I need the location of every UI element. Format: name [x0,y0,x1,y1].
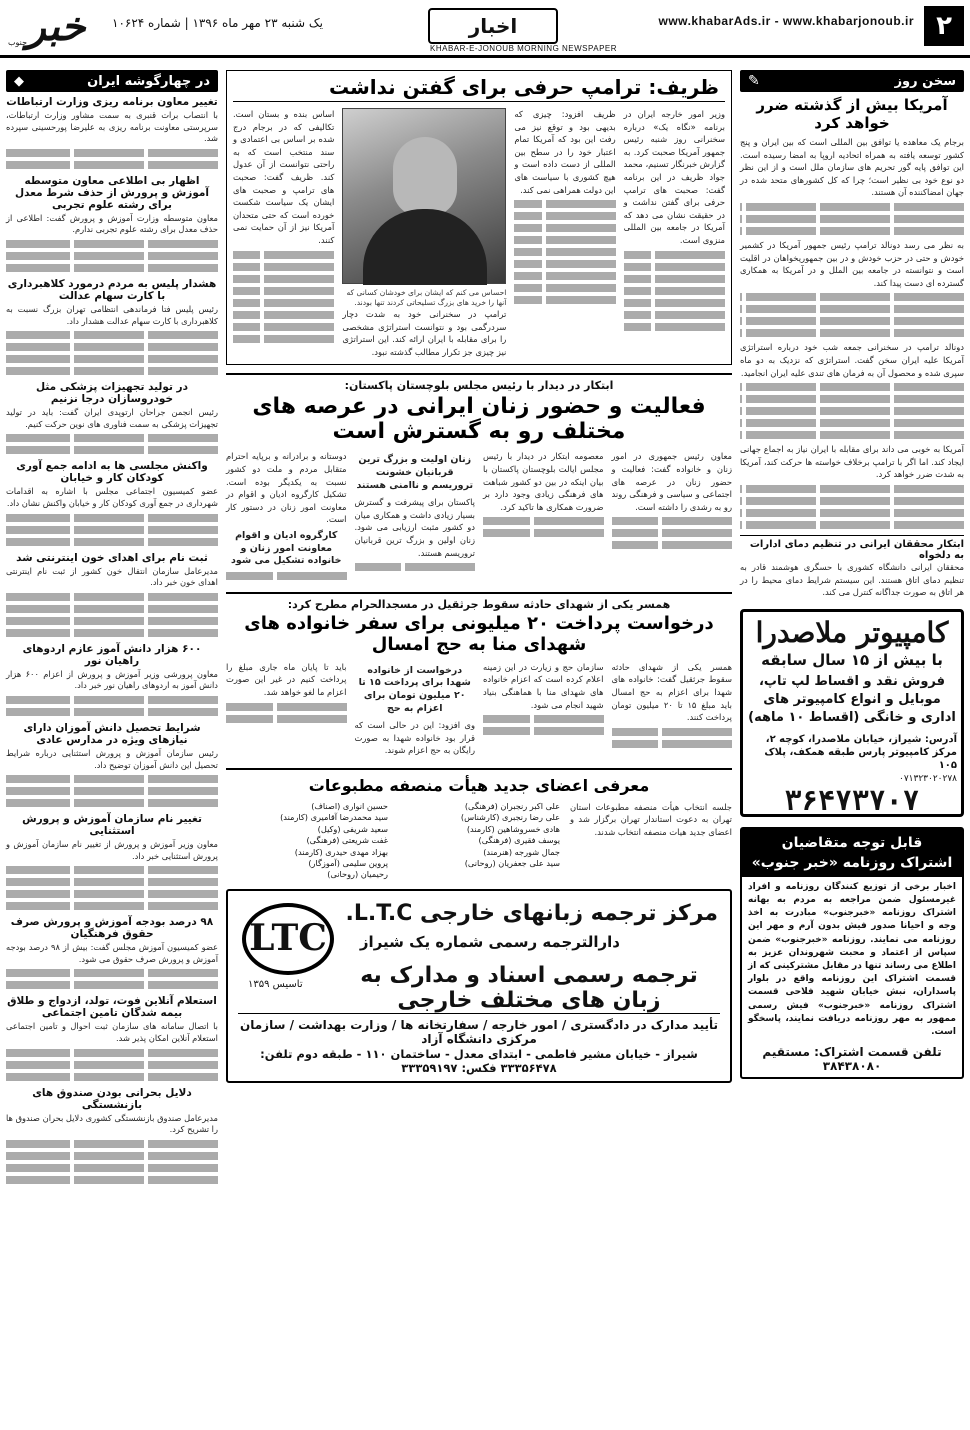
news-item-text: عضو کمیسیون اجتماعی مجلس با اشاره به اقدامات شهرداری در جمع آوری کودکان کار و خیابان واکنش نشان داد. [6,486,218,508]
text-line [612,529,733,537]
text-line [233,287,334,295]
text-line [233,263,334,271]
subscription-notice [740,827,964,1079]
press-members [226,801,732,881]
editorial-paragraph: به نظر می رسد دونالد ترامپ رئیس جمهور آمریکا در کشمیر خودش و حتی در حزب خودش و در بین جمهوریخواهان در اقلیت است و نتوانسته در جامعه بین الملل و در آمریکا به همکاری گسترده ای دست پیدا کند. [740,239,964,288]
pen-icon: ✎ [748,73,760,89]
text-line [740,329,964,337]
hajj-paragraph: باید تا پایان ماه جاری مبلغ را پرداخت کنیم در غیر این صورت اعزام ما لغو خواهد شد. [226,661,347,697]
editorial-note [740,535,964,599]
text-line [6,1140,218,1148]
text-line [6,434,218,442]
ad-description: فروش نقد و اقساط لپ تاپ، موبایل و انواع کامپیوتر های اداری و خانگی (اقساط ۱۰ ماهه) [748,673,956,725]
iran-news-list [6,96,218,1184]
zarif-paragraph: اساس بنده و بستان است. تکالیفی که در برجام درج شده بر اساس بی اعتمادی و سند منتخب است که به راحتی نتوانست از آن عدول کند. ظریف گفت: صحبت های ترامپ و صحبت های ایشان یک سیاست شکست خورده است که حتی متحدان آمریکا نیز از آن حمایت نمی کنند. [233,109,335,245]
text-line [6,902,218,910]
ltc-services: تأیید مدارک در دادگستری / امور خارجه / سفارتخانه ها / وزارت بهداشت / سازمان مرکزی دانشگاه آزاد [238,1013,720,1046]
text-line [740,497,964,505]
text-line [624,263,725,271]
text-line [6,866,218,874]
text-line [514,248,615,256]
zarif-paragraph: ترامپ در سخنرانی خود به شدت دچار سردرگمی بود و نتوانست استراتژی مشخصی را برای مقابله با ایران ارائه کند. این استراتژی نیز چیزی جز تکرار مطالب گذشته نبود. [342,309,507,357]
member: هادی خسروشاهین (کارمند) [466,823,560,834]
women-columns [226,450,732,583]
ad-address: آدرس: شیراز، خیابان ملاصدرا، کوچه ۲، مرکز کامپیوتر پارس طبقه همکف، پلاک ۱۰۵ [764,733,957,771]
hajj-col [226,661,347,760]
text-line [6,617,218,625]
women-col [226,450,347,583]
text-line [483,715,604,723]
text-line [514,224,615,232]
member: غفت شریعتی (فرهنگی) [306,835,388,846]
text-line [6,787,218,795]
right-column [740,70,964,1079]
news-item-text: با انتصاب برات قنبری به سمت مشاور وزارت ارتباطات، سرپرستی معاونت برنامه ریزی به علیرضا پورحسینی سپرده شد. [6,110,218,144]
women-subhead: زنان اولیت و بزرگ ترین قربانیان خشونت تروریسم و ناامنی هستند [356,454,474,491]
news-item [6,813,218,910]
press-list-1 [398,801,560,881]
member: پروین سلیمی (آموزگار) [308,857,388,868]
editorial-body [740,136,964,529]
news-item-text: معاون پرورشی وزیر آموزش و پرورش از اعزام ۶۰۰ هزار دانش آموز به اردوهای راهیان نور خبر داد. [6,668,218,691]
note-title: ابتکار محققان ایرانی در تنظیم دمای ادارات به دلخواه [749,538,964,561]
news-item-text: عضو کمیسیون آموزش مجلس گفت: بیش از ۹۸ درصد بودجه آموزش و پرورش صرف حقوق می شود. [6,942,218,964]
hajj-col [355,661,476,760]
text-line [740,305,964,313]
left-column [6,70,218,1190]
section-title: اخبار [428,8,558,44]
news-item [6,278,218,375]
text-line [483,517,604,525]
text-line [6,696,218,704]
text-line [233,251,334,259]
zarif-col [624,108,725,358]
editorial-label: سخن روز [894,73,956,89]
issue-date: یک شنبه ۲۳ مهر ماه ۱۳۹۶ | شماره ۱۰۶۲۴ [112,16,323,30]
news-item-title: در تولید تجهیزات پزشکی مثل خودروسازان درجا نزنیم [36,381,188,406]
text-line [612,728,733,736]
news-item-text: رئیس سازمان آموزش و پرورش استثنایی درباره شرایط تحصیل این دانش آموزان توضیح داد. [6,747,218,770]
text-line [6,252,218,260]
zarif-col [514,108,615,358]
subscription-title: قابل توجه متقاضیان [781,834,923,851]
note-text: محققان ایرانی دانشگاه کشوری با حسگری هوشمند قادر به تنظیم دمای اتاق هستند. این سیستم شرایط دمای محیط را در هر اتاق به صورت جداگانه کنترل می کند. [740,561,964,598]
text-line [355,563,476,571]
member: حسین انواری (اصناف) [311,800,388,811]
women-paragraph: معاون رئیس جمهوری در امور زنان و خانواده گفت: فعالیت و حضور زنان در عرصه های اجتماعی و سیاسی و فرهنگی روند رو به رشدی را داشته است. [611,451,732,512]
women-article [226,373,732,583]
member: بهزاد مهدی حیدری (کارمند) [294,846,388,857]
text-line [233,299,334,307]
text-line [740,431,964,439]
subscription-header [742,829,962,877]
ltc-title: مرکز ترجمه زبانهای خارجی L.T.C. [345,900,718,926]
news-item [6,460,218,545]
text-line [740,509,964,517]
photo-head-shape [393,137,457,217]
text-line [6,526,218,534]
text-line [6,1073,218,1081]
editorial-paragraph: دونالد ترامپ در سخنرانی جمعه شب خود درباره استراتژی آمریکا علیه ایران سخن گفت. استراتژی که نزدیک به دو ماه سپری شده و محصول آن به فرمان های تندی علیه ایران انجامید. [740,342,964,378]
text-line [6,161,218,169]
ltc-address: شیراز - خیابان مشیر فاطمی - ابتدای معدل - ساختمان ۱۱۰ - طبقه دوم تلفن: ۳۳۳۵۶۴۷۸ فکس: ۳۳۳۵۹۱۹۷ [260,1046,698,1075]
text-line [740,383,964,391]
iran-news-label: در چهارگوشه ایران [87,73,210,89]
text-line [6,264,218,272]
text-line [6,708,218,716]
news-item-title: شرایط تحصیل دانش آموزان دارای نیازهای ویژه در مدارس عادی [23,721,201,746]
news-item [6,916,218,989]
zarif-paragraph: وزیر امور خارجه ایران در برنامه «نگاه یک» درباره سخنرانی روز شنبه رئیس جمهور آمریکا صحبت کرد. به گزارش خبرنگار تسنیم، محمد جواد ظریف در این برنامه گفت: صحبت های ترامپ حرفی برای گفتن نداشت و در حقیقت نشان می دهد که آمریکا در جامعه بین المللی منزوی است. [623,109,725,245]
ad-title: کامپیوتر ملاصدرا [755,615,949,649]
ltc-main-text: ترجمه رسمی اسناد و مدارک به زبان های مختلف خارجی [360,962,698,1013]
editorial-title: آمریکا بیش از گذشته ضرر خواهد کرد [756,96,948,132]
news-item-title: اظهار بی اطلاعی معاون متوسطه آموزش و پرورش از حذف شرط معدل برای رشته علوم تجربی [14,174,210,211]
text-line [740,521,964,529]
news-item-title: دلایل بحرانی بودن صندوق های بازنشستگی [32,1086,192,1111]
news-item [6,995,218,1080]
iran-news-header [6,70,218,92]
text-line [6,629,218,637]
text-line [6,1061,218,1069]
subscription-text: اخبار برخی از توزیع کنندگان روزنامه و افراد غیرمسئول ضمن مراجعه به مردم به بهانه اشتراک روزنامه «خبرجنوب» مبادرت به اخذ وجه و احیانا صدور فیش بدون آرم و مهر این روزنامه می نمایند. روزنامه «خبرجنوب» ضمن سپاس از اعتماد و محبت شهروندان عزیز به اطلاع می رساند تنها در مقابل مشترکینی که از قسمت اشتراک این روزنامه واقع در بلوار پاسداران، نبش خیابان شهید فلاحی قسمت اشتراک روزنامه «خبرجنوب» فیش رسمی ممهور به مهر روزنامه دریافت نمایند، پاسخگو است. [748,881,956,1037]
text-line [740,227,964,235]
text-line [624,287,725,295]
hajj-col [612,661,733,760]
zarif-article [226,70,732,365]
text-line [612,517,733,525]
news-item-title: تغییر معاون برنامه ریزی وزارت ارتباطات [6,96,218,108]
text-line [514,236,615,244]
news-item-title: ۹۸ درصد بودجه آموزش و پرورش صرف حقوق فرهنگیان [10,916,214,941]
news-item [6,175,218,272]
text-line [6,343,218,351]
ltc-translation-ad[interactable] [226,889,732,1083]
photo-caption: احساس می کنم که ایشان برای خودشان کسانی که آنها را خرید های بزرگ تسلیحاتی کردند تنها بودند. [346,288,507,307]
news-item-title: ۶۰۰ هزار دانش آموز عازم اردوهای راهیان نور [22,642,202,667]
text-line [740,419,964,427]
hajj-subhead: درخواست از خانواده شهدا برای پرداخت ۱۵ تا ۲۰ میلیون تومان برای اعزام به حج [358,664,471,714]
text-line [6,969,218,977]
site-urls[interactable]: www.khabarAds.ir - www.khabarjonoub.ir [658,14,914,28]
news-item [6,722,218,807]
women-subhead: کارگروه ادیان و اقوام معاونت امور زنان و خانواده تشکیل می شود [231,529,342,567]
hajj-paragraph: سازمان حج و زیارت در این زمینه اعلام کرده است که اعزام خانواده های شهدای منا با هماهنگی بنیاد شهید انجام می شود. [483,661,604,710]
member: سعید شریفی (وکیل) [317,823,388,834]
member: یوسف فقیری (فرهنگی) [478,835,560,846]
subscription-title-2: اشتراک روزنامه «خبر جنوب» [751,854,953,871]
women-title: فعالیت و حضور زنان ایرانی در عرصه های مختلف رو به گسترش است [252,394,706,445]
map-icon: ◆ [14,73,24,89]
member: سید علی جعفریان (روحانی) [464,857,560,868]
women-col [355,450,476,583]
news-item-title: تغییر نام سازمان آموزش و پرورش استثنایی [22,813,202,838]
computer-store-ad[interactable] [740,609,964,817]
news-item [6,381,218,454]
text-line [226,703,347,711]
subscription-phone: تلفن قسمت اشتراک: مستقیم ۳۸۴۳۸۰۸۰ [762,1045,942,1074]
press-jury-article [226,768,732,881]
ltc-subtitle: دارالترجمه رسمی شماره یک شیراز [359,932,620,951]
women-paragraph: معصومه ابتکار در دیدار با رئیس مجلس ایالت بلوچستان پاکستان با بیان اینکه در بین دو کشور شباهت های فرهنگی زیادی وجود دارد بر ضرورت همکاری ها تاکید کرد. [483,451,604,512]
member: سید محمدرضا آقامیری (کارمند) [280,812,388,823]
text-line [6,605,218,613]
news-item-title: استعلام آنلاین فوت، تولد، ازدواج و طلاق بیمه شدگان تامین اجتماعی [7,995,217,1020]
text-line [6,775,218,783]
text-line [624,311,725,319]
text-line [483,529,604,537]
text-line [740,317,964,325]
press-title: معرفی اعضای جدید هیأت منصفه مطبوعات [308,775,650,795]
text-line [6,1176,218,1184]
member: علی رضا رنجبری (کارشناس) [460,812,560,823]
news-item-title: واکنش مجلسی ها به ادامه جمع آوری کودکان کار و خیابان [16,460,208,485]
women-paragraph: پاکستان برای پیشرفت و گسترش بسیار زیادی داشت و همکاری میان دو کشور مثبت ارزیابی می شود. زنان اولین و بزرگ ترین قربانیان تروریسم هستند. [354,497,475,558]
hajj-kicker: همسر یکی از شهدای حادثه سقوط جرثقیل در مسجدالحرام مطرح کرد: [287,597,671,611]
news-item-title: ثبت نام برای اهدای خون اینترنتی شد [16,551,208,564]
text-line [233,335,334,343]
text-line [6,149,218,157]
hajj-article [226,592,732,760]
text-line [740,485,964,493]
text-line [514,212,615,220]
text-line [514,200,615,208]
text-line [740,407,964,415]
women-col [612,450,733,583]
hajj-col [483,661,604,760]
news-item-text: مدیرعامل سازمان انتقال خون کشور از ثبت نام اینترنتی اهدای خون خبر داد. [6,565,218,588]
page-number: ۲ [924,6,964,46]
editorial-box-header [740,70,964,92]
hajj-paragraph: همسر یکی از شهدای حادثه سقوط جرثقیل گفت: خانواده های شهدا برای اعزام به حج امسال باید مبلغ ۱۵ تا ۲۰ میلیون تومان پرداخت کنند. [611,661,732,723]
member: جمال شورجه (هنرمند) [483,846,560,857]
zarif-paragraph: ظریف افزود: چیزی که بدیهی بود و توقع نیز می رفت این بود که آمریکا تمام اعتبار خود را در سطح بین المللی از دست داده است و هیچ کشوری با سیاست های این دولت همراهی نمی کند. [514,109,616,195]
text-line [514,272,615,280]
news-item-text: معاون متوسطه وزارت آموزش و پرورش گفت: اطلاعی از حذف معدل برای رشته علوم تجربی ندارم. [6,212,218,235]
zarif-col [233,108,334,358]
news-item [6,1087,218,1184]
text-line [740,395,964,403]
zarif-columns [233,108,725,358]
news-item [6,96,218,169]
news-item-text: رئیس انجمن جراحان ارتوپدی ایران گفت: باید در تولید تجهیزات پزشکی به سمت فناوری های نوین حرکت کنیم. [6,407,218,429]
text-line [624,251,725,259]
text-line [6,367,218,375]
text-line [514,284,615,292]
tagline: KHABAR-E-JONOUB MORNING NEWSPAPER [430,44,618,53]
press-list-2 [226,801,388,881]
text-line [226,715,347,723]
text-line [612,740,733,748]
zarif-title: ظریف: ترامپ حرفی برای گفتن نداشت [233,71,725,102]
text-line [6,514,218,522]
text-line [740,293,964,301]
text-line [6,593,218,601]
text-line [6,878,218,886]
zarif-photo-col [342,108,506,358]
editorial-paragraph: آمریکا به خوبی می داند برای مقابله با ایران نیاز به اجماع جهانی ایجاد کند. اما اگر با ترامپ برخلاف خواسته ها حرکت کند، آمریکا به شدت ضرر خواهد کرد. [740,444,964,480]
press-intro: جلسه انتخاب هیأت منصفه مطبوعات استان تهران به دعوت استاندار تهران برگزار شد و اعضای جدید هیات منصفه انتخاب شدند. [570,801,732,838]
newspaper-logo: خبر [26,3,86,50]
member: رحیمیان (روحانی) [327,869,388,880]
photo-body-shape [363,209,487,285]
news-item-title: هشدار پلیس به مردم درمورد کلاهبرداری با کارت سهام عدالت [7,277,217,302]
ltc-established: تاسیس ۱۳۵۹ [248,978,303,990]
zarif-photo [342,108,506,284]
women-paragraph: دوستانه و برادرانه و برپایه احترام متقابل مردم و ملت دو کشور نسبت به یکدیگر بوده است. تشکیل کارگروه ادیان و اقوام در معاونت امور زنان در دستور کار است. [226,451,347,525]
text-line [624,299,725,307]
text-line [6,1049,218,1057]
middle-column [226,70,732,1083]
ad-subtitle: با بیش از ۱۵ سال سابقه [761,650,943,669]
ad-phone-small: ۰۷۱۳۲۳۰۲۰۲۷۸ [898,773,957,784]
text-line [624,323,725,331]
hajj-title: درخواست پرداخت ۲۰ میلیونی برای سفر خانواده های شهدای منا به حج امسال [244,612,714,655]
news-item-text: مدیرعامل صندوق بازنشستگی کشوری دلایل بحران صندوق ها را تشریح کرد. [6,1112,218,1135]
news-item-text: معاون وزیر آموزش و پرورش از تغییر نام سازمان آموزش و پرورش استثنایی خبر داد. [6,839,218,861]
text-line [233,323,334,331]
text-line [6,446,218,454]
text-line [6,240,218,248]
text-line [6,890,218,898]
ltc-logo: LTC [242,903,334,975]
women-kicker: ابتکار در دیدار با رئیس مجلس بلوچستان پاکستان: [344,379,614,393]
text-line [6,981,218,989]
text-line [612,541,733,549]
text-line [740,215,964,223]
member: علی اکبر رنجبران (فرهنگی) [464,800,560,811]
hajj-paragraph: وی افزود: این در حالی است که قرار بود خانواده شهدا به صورت رایگان به حج اعزام شوند. [354,720,475,756]
text-line [226,572,347,580]
text-line [740,203,964,211]
editorial-paragraph: برجام یک معاهده یا توافق بین المللی است که بین ایران و پنج کشور توسعه یافته به همراه اتحادیه اروپا به امضا رسیده است. این توافق پایه گور تحریم های سازمان ملل است و از این نظر دو نوع خود بی نظیر است؛ چرا که کل کشورهای متحد شده در جهان امضاکننده آن هستند. [740,137,964,198]
news-item-text: رئیس پلیس فتا فرماندهی انتظامی تهران بزرگ نسبت به کلاهبرداری با کارت سهام عدالت هشدار داد. [6,303,218,326]
text-line [233,311,334,319]
news-item-text: با اتصال سامانه های سازمان ثبت احوال و تامین اجتماعی استعلام آنلاین امکان پذیر شد. [6,1021,218,1044]
text-line [233,275,334,283]
text-line [6,331,218,339]
text-line [624,275,725,283]
text-line [6,799,218,807]
text-line [6,355,218,363]
text-line [6,1164,218,1172]
text-line [514,260,615,268]
news-item [6,552,218,637]
masthead [0,0,970,58]
text-line [514,296,615,304]
text-line [483,727,604,735]
text-line [6,538,218,546]
ad-phone: ۳۶۴۷۳۷۰۷ [784,783,920,817]
newspaper-logo-sub: جنوب [8,38,28,47]
news-item [6,643,218,716]
women-col [483,450,604,583]
text-line [6,1152,218,1160]
hajj-columns [226,661,732,760]
